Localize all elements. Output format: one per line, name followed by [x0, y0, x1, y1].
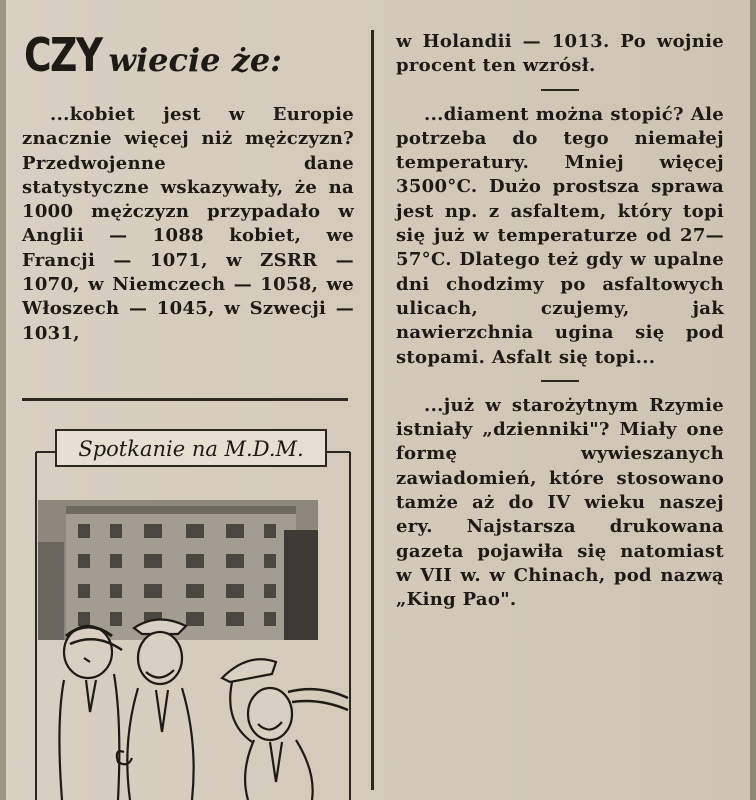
- article-diamond-asphalt: ...diament można stopić? Ale potrzeba do tego niemałej temperatury. Mniej więcej 3500°C. Dużo prostsza sprawa jest np. z asfaltem, który topi się już w temperaturze od 27—57°C. Dlatego też gdy w upalne dni chodzimy po asfaltowych ulicach, czujemy, jak nawierzchnia ugina się pod stopami. Asfalt się topi...: [396, 103, 724, 368]
- cartoon-figures: [59, 619, 348, 800]
- column-divider: [371, 30, 374, 790]
- page-edge-left: [0, 0, 6, 800]
- headline-czy: CZY: [24, 28, 102, 82]
- cartoon-caption: Spotkanie na M.D.M.: [78, 437, 304, 461]
- page-edge-right: [750, 0, 756, 800]
- headline: [24, 26, 354, 89]
- headline-wiecie: wiecie że:: [108, 41, 282, 79]
- article-women-statistics: ...kobiet jest w Europie znacznie więcej niż mężczyzn? Przedwojenne dane statystyczne wskazywały, że na 1000 mężczyzn przypadało w Anglii — 1088 kobiet, we Francji — 1071, w ZSRR — 1070, w Niemczech — 1058, we Włoszech — 1045, w Szwecji — 1031,: [22, 104, 354, 344]
- article-women-statistics-continued: w Holandii — 1013. Po wojnie procent ten wzrósł.: [396, 31, 724, 77]
- article-roman-newspapers: ...już w starożytnym Rzymie istniały „dzienniki"? Miały one formę wywieszanych zawiadomień, które stosowano tamże aż do IV wieku naszej ery. Najstarsza drukowana gazeta pojawiła się natomiast w VII w. w Chinach, pod nazwą „King Pao".: [396, 394, 724, 611]
- right-column: [396, 30, 724, 613]
- building-photo: [38, 500, 318, 640]
- cartoon-illustration: [26, 422, 358, 800]
- left-column: [22, 26, 354, 346]
- article-separator: [541, 380, 579, 382]
- section-rule: [22, 398, 348, 401]
- article-separator: [541, 89, 579, 91]
